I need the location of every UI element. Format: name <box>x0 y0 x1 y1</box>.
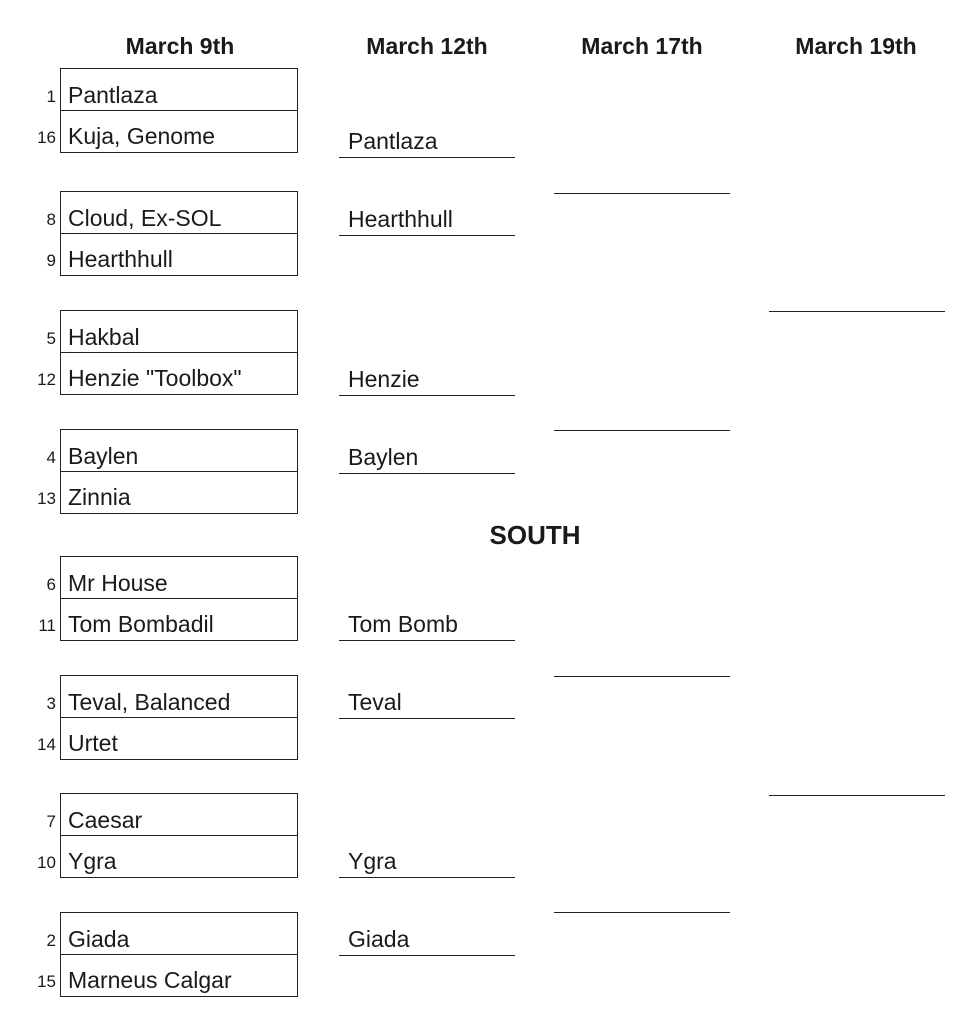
team-name[interactable]: Cloud, Ex-SOL <box>68 205 222 231</box>
round4-slot[interactable] <box>769 281 945 312</box>
seed-number: 10 <box>37 853 56 872</box>
header-march-17: March 17th <box>581 33 703 59</box>
header-march-9: March 9th <box>125 33 235 59</box>
seed-number: 14 <box>37 735 56 754</box>
region-label: SOUTH <box>489 520 581 550</box>
header-march-12: March 12th <box>366 33 488 59</box>
round2-slot[interactable] <box>339 610 515 641</box>
round3-slot[interactable] <box>554 882 730 913</box>
matchup-divider <box>61 352 297 353</box>
team-name[interactable]: Urtet <box>68 730 118 756</box>
team-name[interactable]: Henzie "Toolbox" <box>68 365 242 391</box>
seed-number: 6 <box>46 575 56 594</box>
matchup-divider <box>61 471 297 472</box>
seed-number: 11 <box>38 616 56 635</box>
round2-slot[interactable] <box>339 688 515 719</box>
matchup-divider <box>61 233 297 234</box>
round2-slot[interactable] <box>339 365 515 396</box>
round4-slot[interactable] <box>769 765 945 796</box>
round2-slot[interactable] <box>339 127 515 158</box>
header-march-19: March 19th <box>795 33 917 59</box>
team-name[interactable]: Pantlaza <box>68 82 158 108</box>
round2-slot[interactable] <box>339 925 515 956</box>
team-name[interactable]: Caesar <box>68 807 143 833</box>
round2-slot-label: Baylen <box>348 444 419 470</box>
matchup-divider <box>61 954 297 955</box>
team-name[interactable]: Giada <box>68 926 130 952</box>
team-name[interactable]: Ygra <box>68 848 117 874</box>
round3-slot[interactable] <box>554 163 730 194</box>
seed-number: 2 <box>46 931 56 950</box>
matchup-divider <box>61 717 297 718</box>
matchup-divider <box>61 835 297 836</box>
seed-number: 3 <box>46 694 56 713</box>
seed-number: 8 <box>46 210 56 229</box>
round2-slot[interactable] <box>339 443 515 474</box>
seed-number: 15 <box>37 972 56 991</box>
team-name[interactable]: Hearthhull <box>68 246 173 272</box>
team-name[interactable]: Marneus Calgar <box>68 967 232 993</box>
team-name[interactable]: Baylen <box>68 443 139 469</box>
round2-slot-label: Pantlaza <box>348 128 438 154</box>
seed-number: 16 <box>37 128 56 147</box>
seed-number: 4 <box>46 448 56 467</box>
seed-number: 12 <box>37 370 56 389</box>
round3-slot[interactable] <box>554 400 730 431</box>
round2-slot-label: Teval <box>348 689 402 715</box>
team-name[interactable]: Mr House <box>68 570 168 596</box>
round3-slot[interactable] <box>554 646 730 677</box>
team-name[interactable]: Teval, Balanced <box>68 689 231 715</box>
round2-slot-label: Hearthhull <box>348 206 453 232</box>
team-name[interactable]: Hakbal <box>68 324 140 350</box>
seed-number: 13 <box>37 489 56 508</box>
round2-slot-label: Ygra <box>348 848 397 874</box>
seed-number: 9 <box>46 251 56 270</box>
team-name[interactable]: Kuja, Genome <box>68 123 216 149</box>
team-name[interactable]: Zinnia <box>68 484 131 510</box>
team-name[interactable]: Tom Bombadil <box>68 611 214 637</box>
round2-slot-label: Giada <box>348 926 410 952</box>
seed-number: 1 <box>46 87 56 106</box>
seed-number: 5 <box>46 329 56 348</box>
round2-slot-label: Henzie <box>348 366 420 392</box>
round2-slot[interactable] <box>339 205 515 236</box>
round2-slot-label: Tom Bomb <box>348 611 458 637</box>
round2-slot[interactable] <box>339 847 515 878</box>
matchup-divider <box>61 598 297 599</box>
matchup-divider <box>61 110 297 111</box>
seed-number: 7 <box>46 812 56 831</box>
